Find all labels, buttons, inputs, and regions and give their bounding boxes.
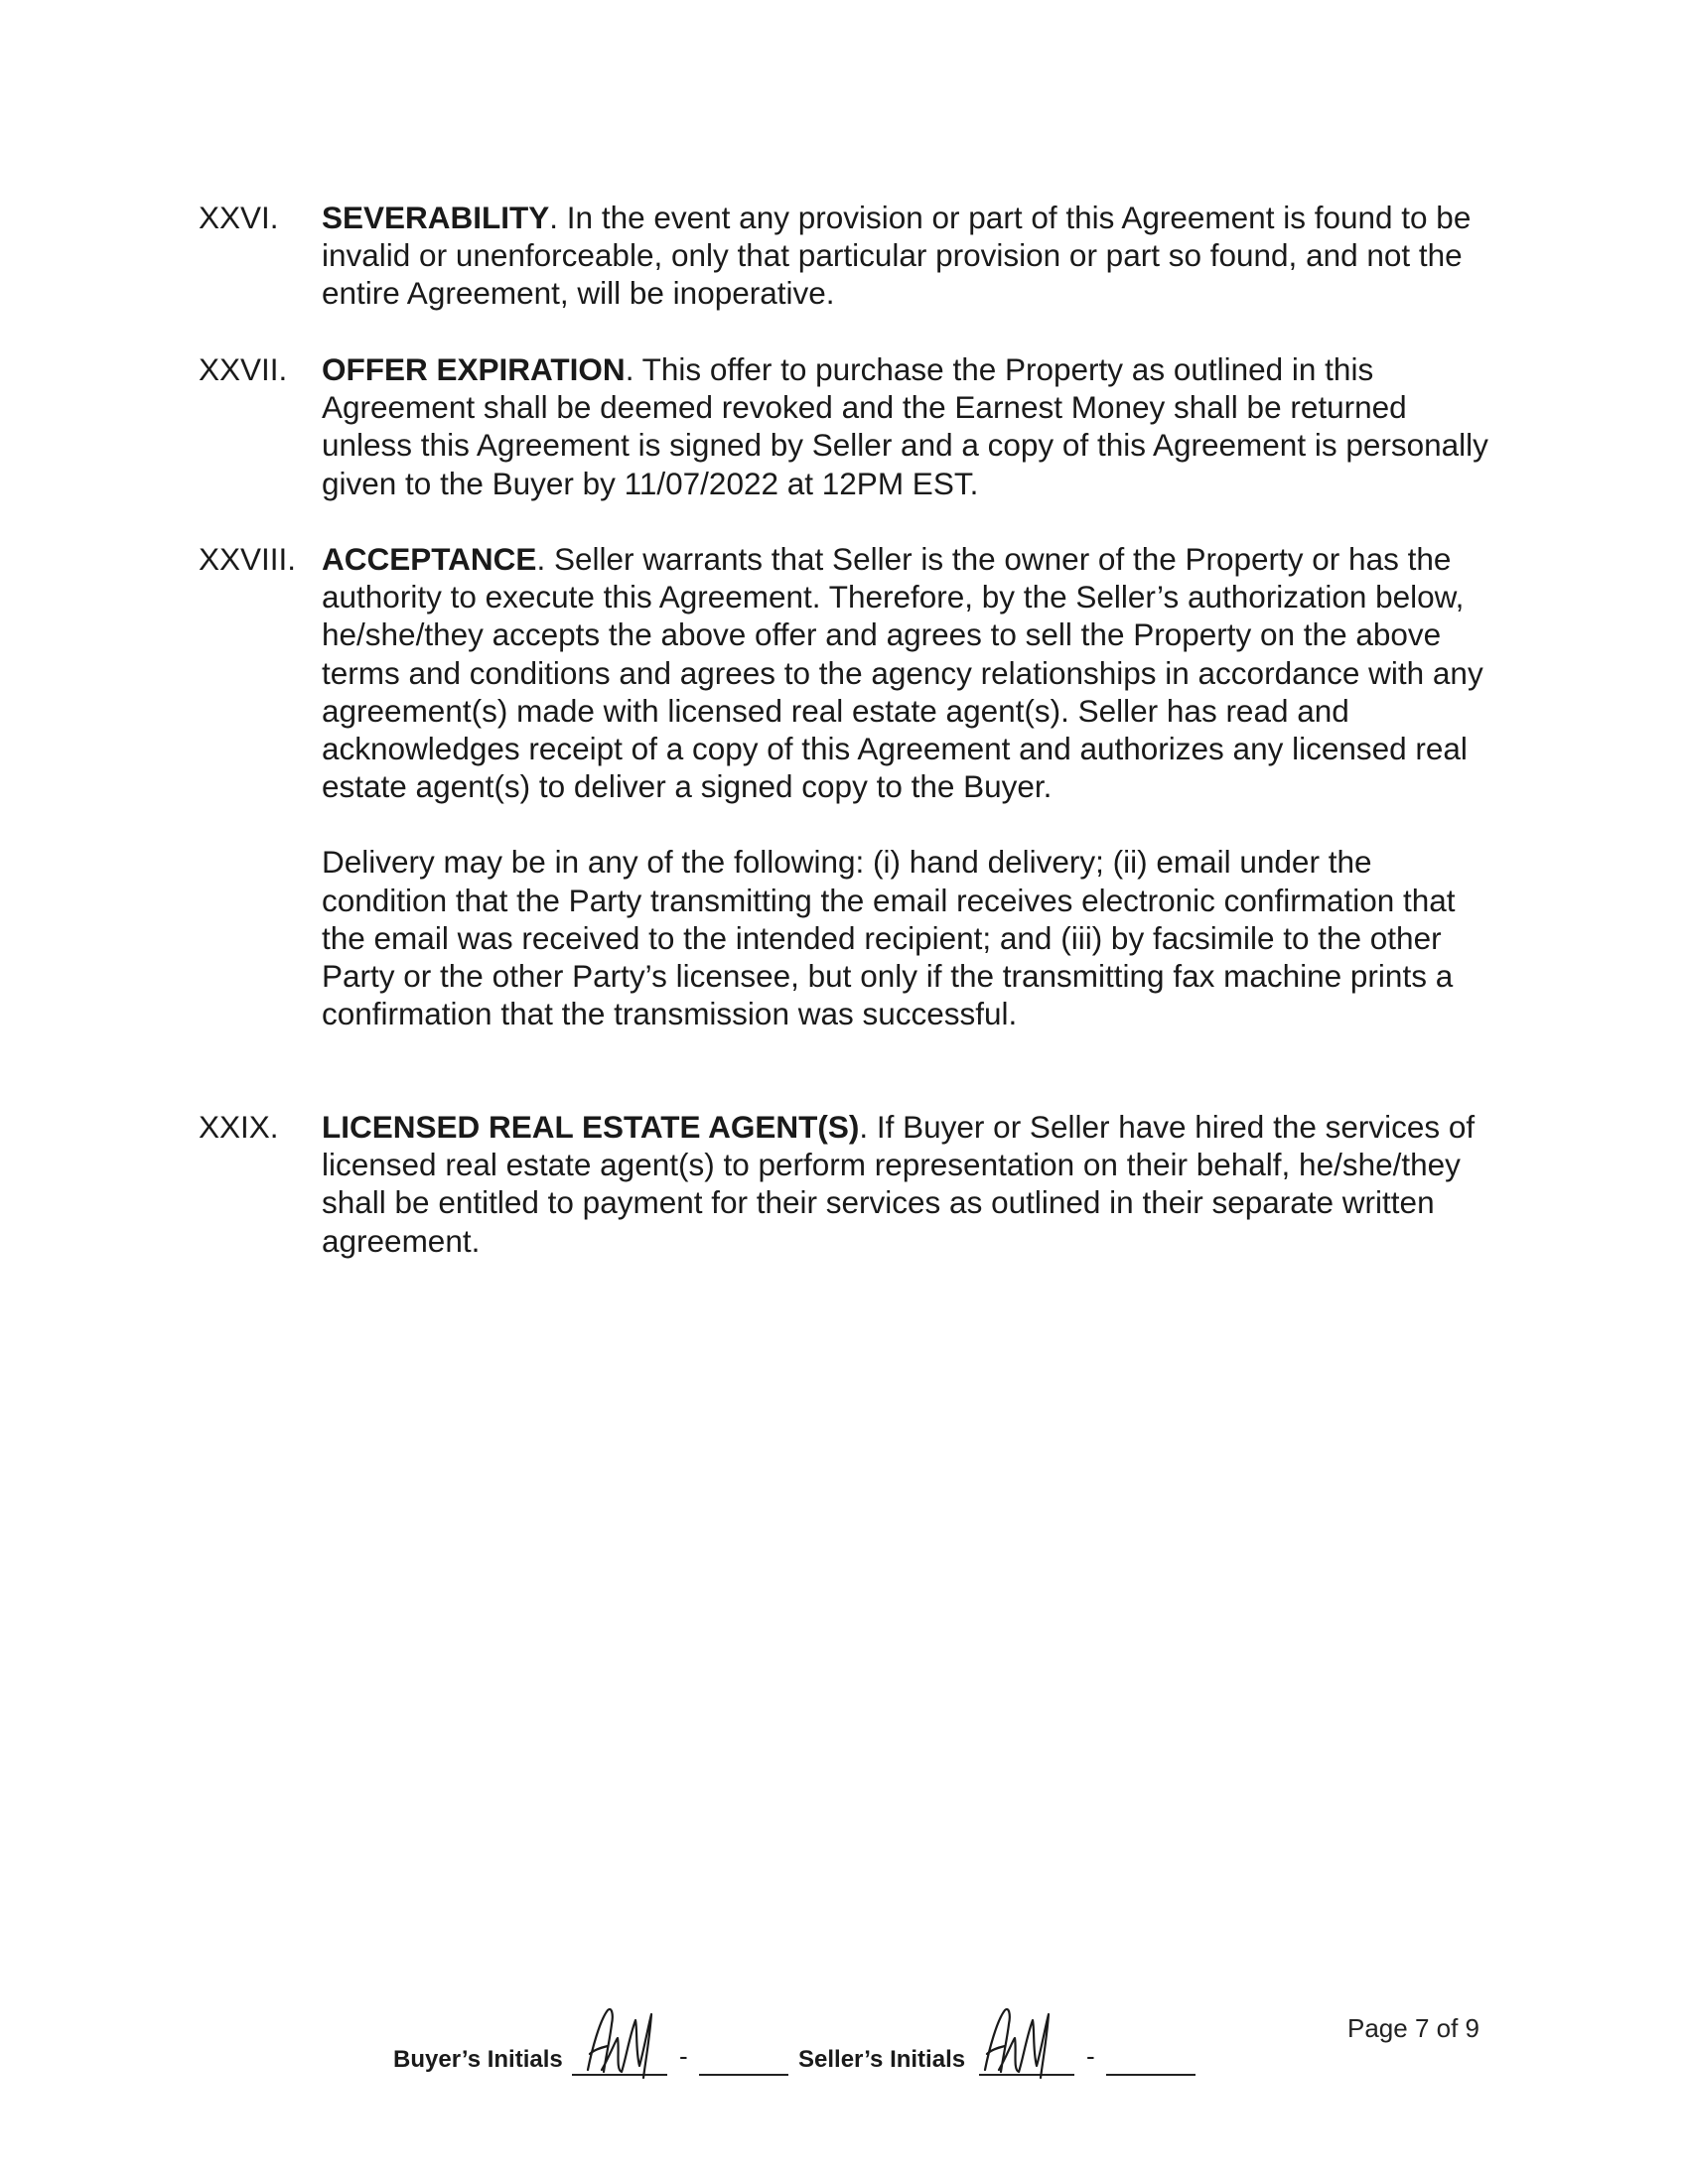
section-paragraph-delivery: Delivery may be in any of the following: (i) hand delivery; (ii) email under the condition that the Party transmitting the email receives electronic confirmation that the email was received to the intended recipient; and (iii) by facsimile to the other Party or the other Party’s licensee, but only if the transmitting fax machine prints a confirmation that the transmission was successful. xyxy=(322,844,1456,1032)
section-text: . In the event any provision or part of this Agreement is found to be invalid or unenforceable, only that particular provision or part so found, and not the entire Agreement, will be inoperative. xyxy=(322,200,1472,312)
section-heading: SEVERABILITY xyxy=(322,200,550,235)
buyer-second-initials-line[interactable] xyxy=(699,2074,788,2076)
initials-separator: - xyxy=(679,2041,688,2071)
section-heading: OFFER EXPIRATION xyxy=(322,351,626,387)
initials-separator: - xyxy=(1086,2041,1095,2071)
page-number: Page 7 of 9 xyxy=(1347,2013,1479,2043)
seller-second-initials-line[interactable] xyxy=(1106,2074,1196,2076)
section-heading: LICENSED REAL ESTATE AGENT(S) xyxy=(322,1109,860,1145)
buyer-initials-signature xyxy=(582,2000,671,2080)
section-number: XXVIII. xyxy=(199,541,297,577)
section-text: . If Buyer or Seller have hired the services of licensed real estate agent(s) to perform representation on their behalf, he/she/they shall be entitled to payment for their services as outlined in their separate written agreement. xyxy=(322,1109,1476,1259)
seller-initials-signature xyxy=(979,2000,1068,2080)
seller-initials-label: Seller’s Initials xyxy=(798,2046,966,2073)
section-heading: ACCEPTANCE xyxy=(322,541,537,577)
section-number: XXVI. xyxy=(199,200,279,235)
section-text: . This offer to purchase the Property as outlined in this Agreement shall be deemed revoked and the Earnest Money shall be returned unless this Agreement is signed by Seller and a copy of this Agreement is personally given to the Buyer by 11/07/2022 at 12PM EST. xyxy=(322,351,1488,501)
buyer-initials-label: Buyer’s Initials xyxy=(393,2046,563,2073)
section-number: XXIX. xyxy=(199,1109,279,1145)
section-text: . Seller warrants that Seller is the owner of the Property or has the authority to execute this Agreement. Therefore, by the Seller’s authorization below, he/she/they accepts the above offer and agrees to sell the Property on the above terms and conditions and agrees to the agency relationships in accordance with any agreement(s) made with licensed real estate agent(s). Seller has read and acknowledges receipt of a copy of this Agreement and authorizes any licensed real estate agent(s) to deliver a signed copy to the Buyer. xyxy=(322,541,1483,805)
section-number: XXVII. xyxy=(199,351,288,387)
